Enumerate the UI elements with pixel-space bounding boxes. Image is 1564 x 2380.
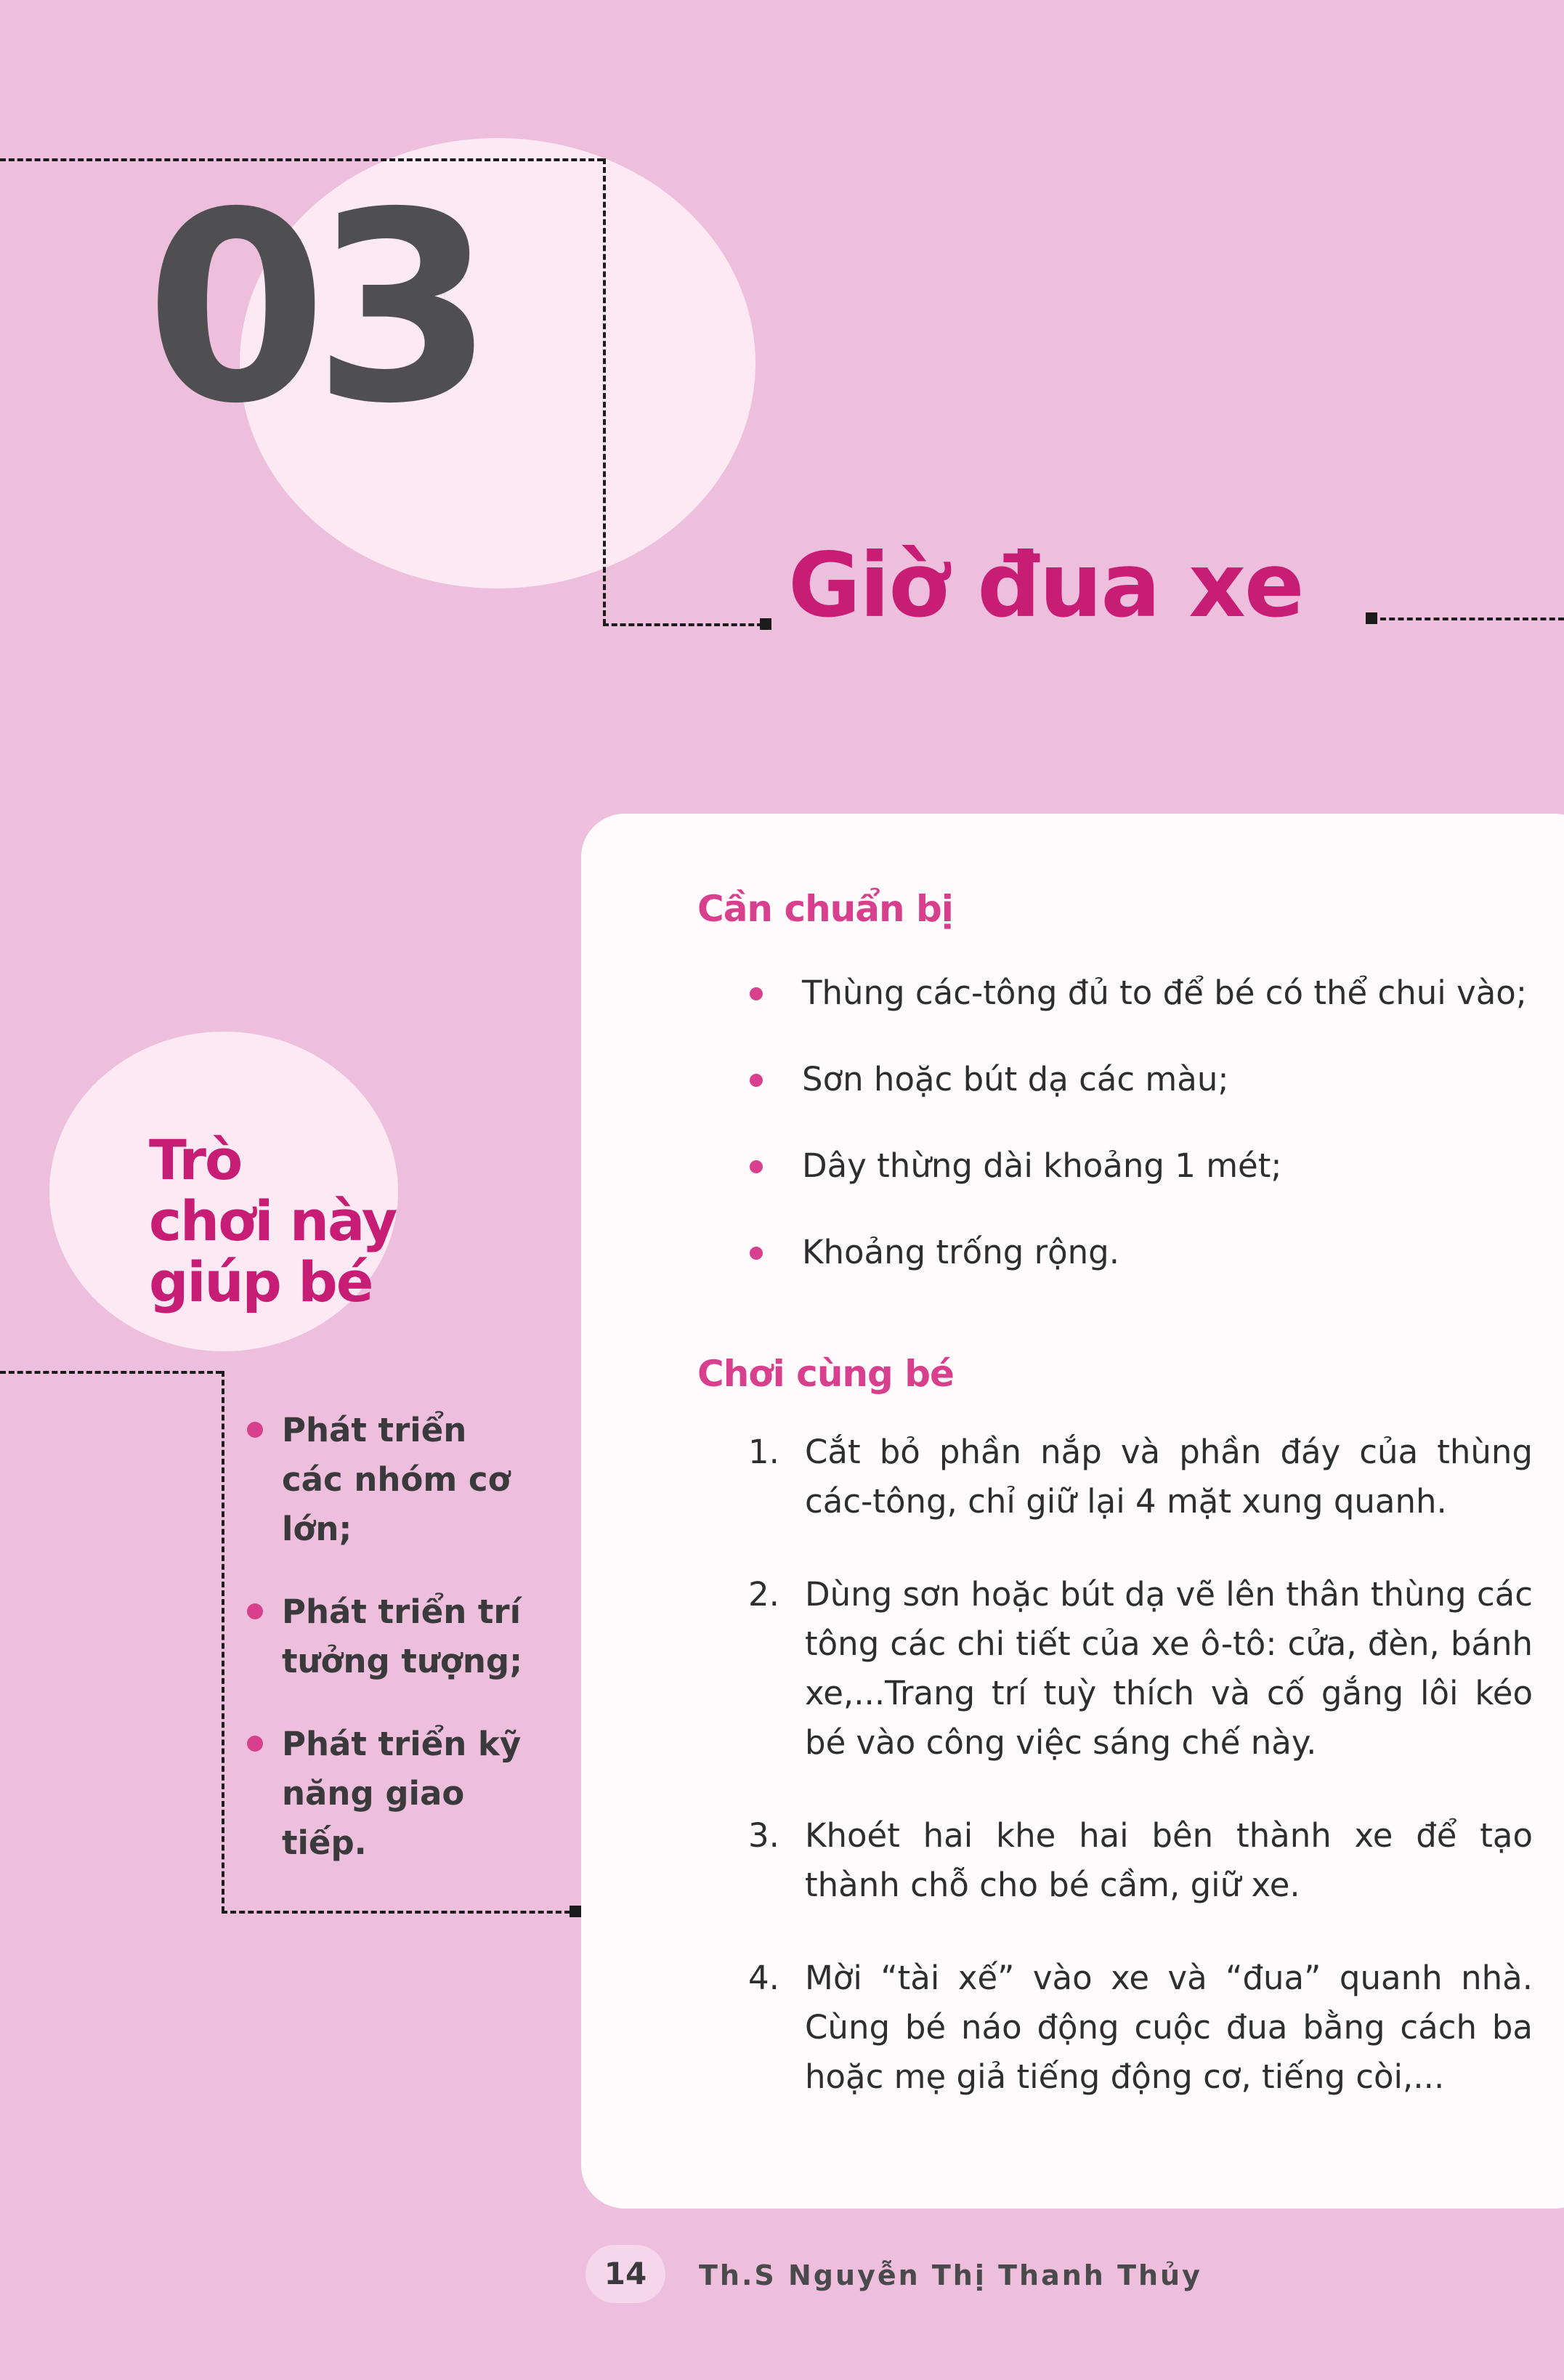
benefits-dashed-bottom [222,1911,570,1914]
preparation-item: Thùng các-tông đủ to để bé có thể chui vào; [748,970,1527,1056]
activity-title: Giờ đua xe [788,534,1303,637]
benefits-heading [149,1130,396,1313]
benefits-heading-line: Trò [149,1128,242,1192]
dash-end-square-left [760,618,771,630]
preparation-heading: Cần chuẩn bị [697,888,953,930]
benefits-dashed-top [0,1371,222,1374]
step-text: Cắt bỏ phần nắp và phần đáy của thùng các-tông, chỉ giữ lại 4 mặt xung quanh. [805,1433,1533,1521]
dashed-line-right [603,158,606,625]
dashed-line-bottom-left [603,623,763,626]
author-name: Th.S Nguyễn Thị Thanh Thủy [699,2259,1202,2291]
benefit-item: Phát triển trí tưởng tượng; [246,1587,536,1686]
benefits-dashed-right [222,1371,224,1912]
preparation-list [748,970,1527,1316]
benefits-dash-end-square [570,1906,581,1917]
play-step [748,1428,1533,1526]
step-number: 2. [748,1575,779,1614]
benefits-heading-line: chơi này [149,1189,397,1253]
step-number: 3. [748,1816,779,1855]
step-text: Dùng sơn hoặc bút dạ vẽ lên thân thùng các tông các chi tiết của xe ô-tô: cửa, đèn, bánh xe,...Trang trí tuỳ thích và cố gắng lôi kéo bé vào công việc sáng chế này. [805,1575,1533,1762]
preparation-item: Sơn hoặc bút dạ các màu; [748,1056,1527,1143]
step-text: Khoét hai khe hai bên thành xe để tạo thành chỗ cho bé cầm, giữ xe. [805,1816,1533,1904]
play-step [748,1954,1533,2102]
play-step [748,1570,1533,1768]
activity-number: 03 [145,156,480,461]
play-heading: Chơi cùng bé [697,1353,954,1395]
preparation-item: Dây thừng dài khoảng 1 mét; [748,1143,1527,1229]
benefit-item: Phát triển các nhóm cơ lớn; [246,1406,536,1554]
dashed-line-bottom-right [1380,618,1564,620]
play-step [748,1811,1533,1910]
preparation-item: Khoảng trống rộng. [748,1229,1527,1316]
play-steps-list [748,1428,1533,2145]
benefit-item: Phát triển kỹ năng giao tiếp. [246,1720,536,1868]
page-number: 14 [586,2245,665,2303]
step-number: 1. [748,1433,779,1471]
benefits-heading-line: giúp bé [149,1250,373,1314]
dash-end-square-right [1366,612,1377,624]
benefits-list [246,1406,536,1901]
step-text: Mời “tài xế” vào xe và “đua” quanh nhà. Cùng bé náo động cuộc đua bằng cách ba hoặc mẹ giả tiếng động cơ, tiếng còi,... [805,1959,1533,2096]
step-number: 4. [748,1959,779,1997]
